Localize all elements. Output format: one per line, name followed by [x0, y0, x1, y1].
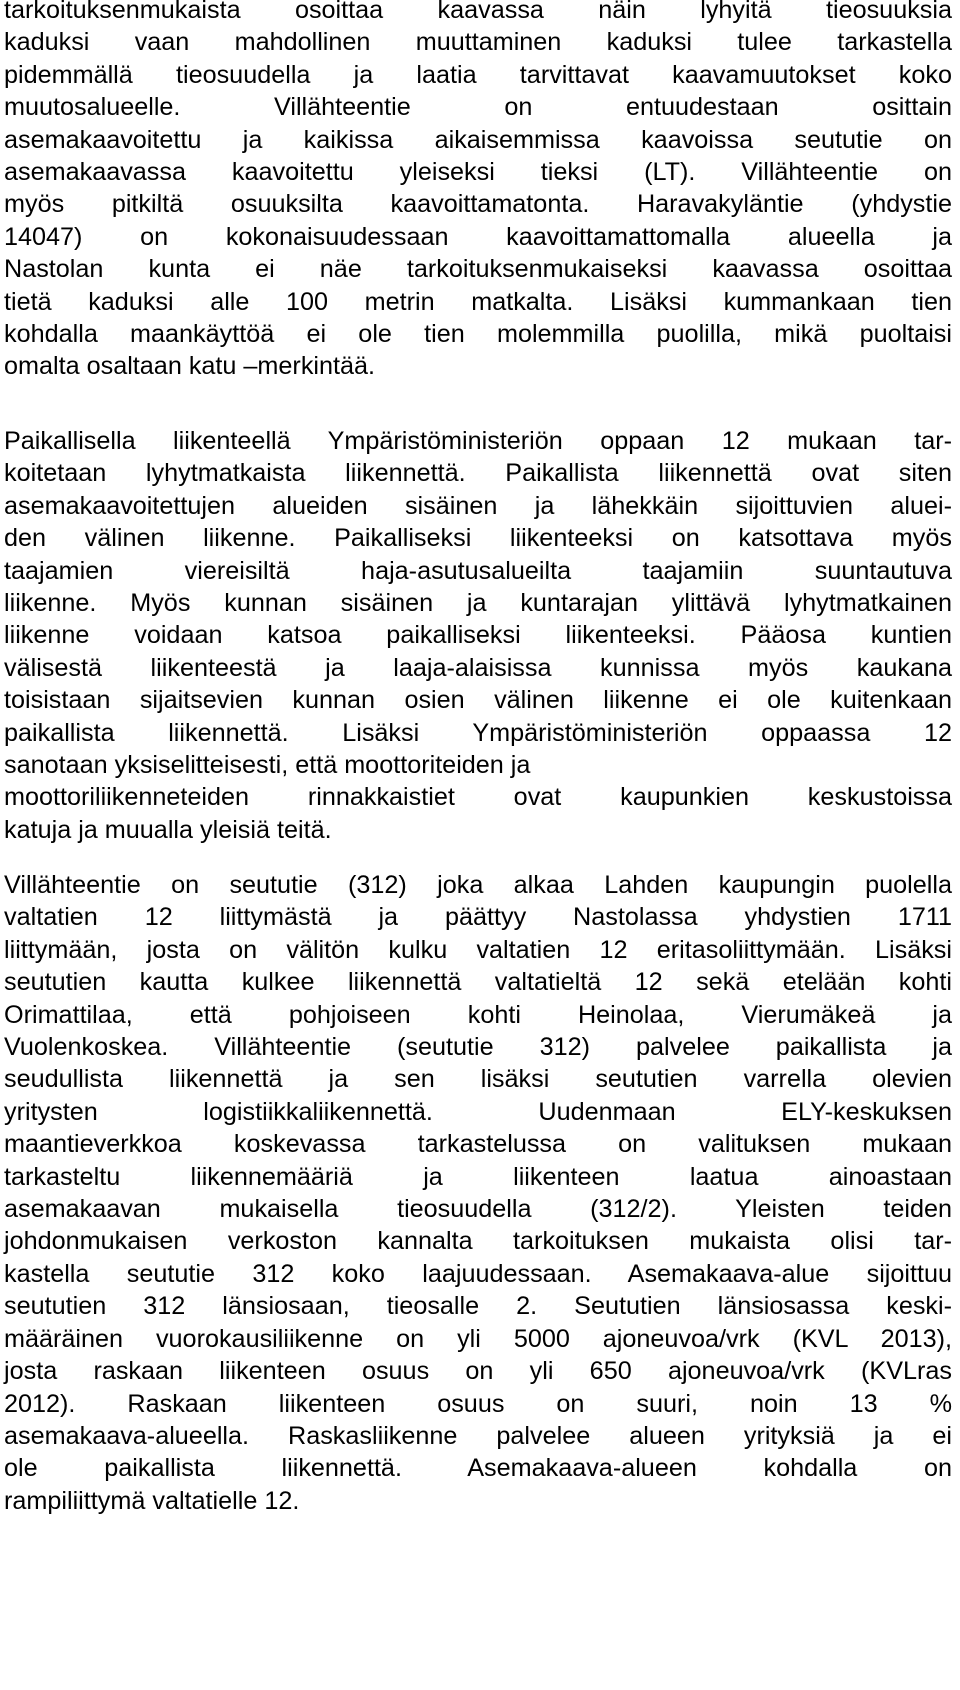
- text-line: 2012). Raskaan liikenteen osuus on suuri, noin 13 %: [4, 1389, 952, 1418]
- text-line: muutosalueelle. Villähteentie on entuudestaan osittain: [4, 93, 952, 122]
- text-line: moottoriliikenneteiden rinnakkaistiet ovat kaupunkien keskustoissa: [4, 783, 952, 812]
- text-line: rampiliittymä valtatielle 12.: [4, 1486, 300, 1515]
- text-line: asemakaavan mukaisella tieosuudella (312/2). Yleisten teiden: [4, 1195, 952, 1224]
- text-line: pidemmällä tieosuudella ja laatia tarvittavat kaavamuutokset koko: [4, 60, 952, 89]
- text-line: toisistaan sijaitsevien kunnan osien välinen liikenne ei ole kuitenkaan: [4, 686, 952, 715]
- text-line: den välinen liikenne. Paikalliseksi liikenteeksi on katsottava myös: [4, 524, 952, 553]
- text-line: liikenne. Myös kunnan sisäinen ja kuntarajan ylittävä lyhytmatkainen: [4, 589, 952, 618]
- text-line: sanotaan yksiselitteisesti, että moottoriteiden ja: [4, 751, 531, 780]
- text-line: asemakaavoitettu ja kaikissa aikaisemmissa kaavoissa seututie on: [4, 125, 952, 154]
- text-line: asemakaava-alueella. Raskasliikenne palvelee alueen yrityksiä ja ei: [4, 1421, 952, 1450]
- text-line: josta raskaan liikenteen osuus on yli 650 ajoneuvoa/vrk (KVLras: [4, 1357, 952, 1386]
- text-line: määräinen vuorokausiliikenne on yli 5000 ajoneuvoa/vrk (KVL 2013),: [4, 1324, 952, 1353]
- text-line: valtatien 12 liittymästä ja päättyy Nastolassa yhdystien 1711: [4, 903, 952, 932]
- text-line: omalta osaltaan katu –merkintää.: [4, 352, 376, 381]
- text-line: taajamien viereisiltä haja-asutusalueilta taajamiin suuntautuva: [4, 556, 952, 585]
- text-line: tietä kaduksi alle 100 metrin matkalta. Lisäksi kummankaan tien: [4, 287, 952, 316]
- text-line: ole paikallista liikennettä. Asemakaava-alueen kohdalla on: [4, 1454, 952, 1483]
- text-line: Villähteentie on seututie (312) joka alkaa Lahden kaupungin puolella: [4, 871, 952, 899]
- text-line: asemakaavassa kaavoitettu yleiseksi tieksi (LT). Villähteentie on: [4, 158, 952, 187]
- text-line: koitetaan lyhytmatkaista liikennettä. Paikallista liikennettä ovat siten: [4, 459, 952, 488]
- text-line: seututien kautta kulkee liikennettä valtatieltä 12 sekä etelään kohti: [4, 968, 952, 997]
- paragraph-local-traffic: [4, 425, 952, 846]
- text-line: välisestä liikenteestä ja laaja-alaisissa kunnissa myös kaukana: [4, 653, 952, 682]
- paragraph-villahteentie: [4, 869, 952, 1517]
- text-line: tarkoituksenmukaista osoittaa kaavassa näin lyhyitä tieosuuksia: [4, 0, 952, 24]
- text-line: liikenne voidaan katsoa paikalliseksi liikenteeksi. Pääosa kuntien: [4, 621, 952, 650]
- text-line: myös pitkiltä osuuksilta kaavoittamatonta. Haravakyläntie (yhdystie: [4, 190, 952, 219]
- text-line: liittymään, josta on välitön kulku valtatien 12 eritasoliittymään. Lisäksi: [4, 935, 952, 964]
- text-line: Paikallisella liikenteellä Ympäristöministeriön oppaan 12 mukaan tar-: [4, 427, 952, 455]
- text-line: kastella seututie 312 koko laajuudessaan. Asemakaava-alue sijoittuu: [4, 1259, 952, 1288]
- text-line: katuja ja muualla yleisiä teitä.: [4, 815, 332, 844]
- text-line: maantieverkkoa koskevassa tarkastelussa on valituksen mukaan: [4, 1130, 952, 1159]
- text-line: kohdalla maankäyttöä ei ole tien molemmilla puolilla, mikä puoltaisi: [4, 320, 952, 349]
- text-line: tarkasteltu liikennemääriä ja liikenteen laatua ainoastaan: [4, 1162, 952, 1191]
- text-line: Nastolan kunta ei näe tarkoituksenmukaiseksi kaavassa osoittaa: [4, 255, 952, 284]
- paragraph-street-designation: [4, 0, 952, 383]
- text-line: Vuolenkoskea. Villähteentie (seututie 312) palvelee paikallista ja: [4, 1033, 952, 1062]
- text-line: johdonmukaisen verkoston kannalta tarkoituksen mukaista olisi tar-: [4, 1227, 952, 1256]
- text-line: asemakaavoitettujen alueiden sisäinen ja lähekkäin sijoittuvien aluei-: [4, 491, 952, 520]
- text-line: seututien 312 länsiosaan, tieosalle 2. Seututien länsiosassa keski-: [4, 1292, 952, 1321]
- text-line: paikallista liikennettä. Lisäksi Ympäristöministeriön oppaassa 12: [4, 718, 952, 747]
- text-line: 14047) on kokonaisuudessaan kaavoittamattomalla alueella ja: [4, 222, 952, 251]
- text-line: seudullista liikennettä ja sen lisäksi seututien varrella olevien: [4, 1065, 952, 1094]
- text-line: yritysten logistiikkaliikennettä. Uudenmaan ELY-keskuksen: [4, 1097, 952, 1126]
- text-line: kaduksi vaan mahdollinen muuttaminen kaduksi tulee tarkastella: [4, 28, 952, 57]
- text-line: Orimattilaa, että pohjoiseen kohti Heinolaa, Vierumäkeä ja: [4, 1000, 952, 1029]
